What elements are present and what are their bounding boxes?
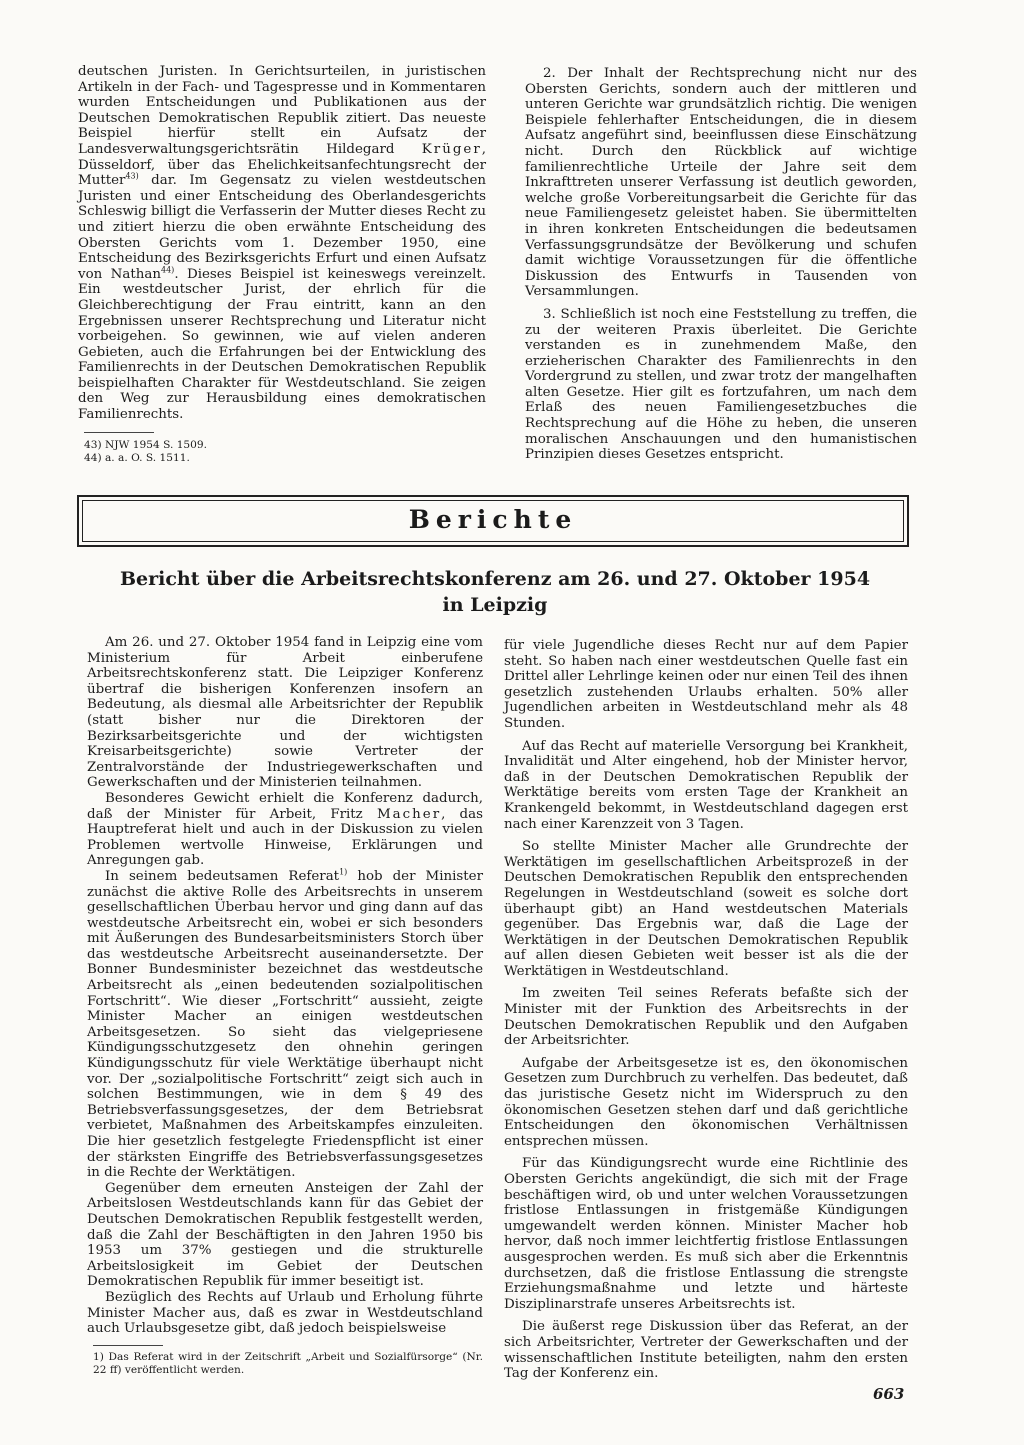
- headline-line: in Leipzig: [442, 594, 548, 616]
- footnote-44: 44) a. a. O. S. 1511.: [84, 451, 190, 464]
- footnote-separator: [84, 432, 154, 433]
- paragraph: In seinem bedeutsamen Referat$^{1)}$ hob der Minister zunächst die aktive Rolle des Arbeitsrechts in unserem gesellschaftlichen Überbau hervor und ging dann auf das westdeutsche Arbeitsrecht ein, wobei er sich besonders mit Äußerungen des Bundesarbeitsministers Storch über das westdeutsche Arbeitsrecht auseinandersetzte. Der Bonner Bundesminister bezeichnet das westdeutsche Arbeitsrecht als „einen bedeutenden sozialpolitischen Fortschritt“. Wie dieser „Fortschritt“ aussieht, zeigte Minister Macher an einigen westdeutschen Arbeitsgesetzen. So sieht das vielgepriesene Kündigungsschutzgesetz den ohnehin geringen Kündigungsschutz für viele Werktätige überhaupt nicht vor. Der „sozialpolitische Fortschritt“ zeigt sich auch in solchen Bestimmungen, wie in dem § 49 des Betriebsverfassungsgesetzes, der dem Betriebsrat verbietet, Maßnahmen des Arbeitskampfes einzuleiten. Die hier gesetzlich festgelegte Friedenspflicht ist einer der stärksten Eingriffe des Betriebsverfassungsgesetzes in die Rechte der Werktätigen.: [87, 867, 484, 1181]
- paragraph: 2. Der Inhalt der Rechtsprechung nicht nur des Obersten Gerichts, sondern auch der mittleren und unteren Gerichte war grundsätzlich richtig. Die wenigen Beispiele fehlerhafter Entscheidungen, die in diesem Aufsatz angeführt sind, beeinflussen diese Einschätzung nicht. Durch den Rückblick auf wichtige familienrechtliche Urteile der Jahre seit dem Inkrafttreten unserer Verfassung ist deutlich geworden, welche große Vorbereitungsarbeit die Gerichte für das neue Familiengesetz geleistet haben. Sie übermittelten in ihren konkreten Entscheidungen die bedeutsamen Verfassungsgrundsätze der Bevölkerung und schufen damit wichtige Voraussetzungen für die öffentliche Diskussion des Entwurfs in Tausenden von Versammlungen.: [525, 66, 917, 300]
- person-name: Macher: [376, 806, 442, 822]
- bottom-right-column: [504, 638, 908, 1382]
- paragraph: 3. Schließlich ist noch eine Feststellung zu treffen, die zu der weiteren Praxis überleitet. Die Gerichte verstanden es in zunehmendem Maße, den erzieherischen Charakter des Familienrechts in den Vordergrund zu stellen, und zwar trotz der mangelhaften alten Gesetze. Hier gilt es fortzufahren, um nach dem Erlaß des neuen Familiengesetzbuches die Rechtsprechung auf die Höhe zu heben, die unseren moralischen Anschauungen und den humanistischen Prinzipien dieses Gesetzes entspricht.: [525, 306, 917, 463]
- bottom-left-column: [87, 635, 483, 1377]
- footnote-separator: [93, 1345, 163, 1346]
- paragraph: Auf das Recht auf materielle Versorgung bei Krankheit, Invalidität und Alter eingehend, hob der Minister hervor, daß in der Deutschen Demokratischen Republik der Werktätige bereits vom ersten Tage der Krankheit an Krankengeld bekommt, in Westdeutschland dagegen erst nach einer Karenzzeit von 3 Tagen.: [504, 738, 908, 832]
- top-right-column: [525, 66, 917, 463]
- footnote-ref: 43): [125, 171, 139, 181]
- section-title: Berichte: [408, 505, 578, 534]
- paragraph: deutschen Juristen. In Gerichtsurteilen, in juristischen Artikeln in der Fach- und Tagespresse und in Kommentaren wurden Entscheidungen und Publikationen aus der Deutschen Demokratischen Republik zitiert. Das neueste Beispiel hierfür stellt ein Aufsatz der Landesverwaltungsgerichtsrätin Hildegard Krüger, Düsseldorf, über das Ehelichkeitsanfechtungsrecht der Mutter$^{43)}$ dar. Im Gegensatz zu vielen westdeutschen Juristen und einer Entscheidung des Oberlandesgerichts Schleswig billigt die Verfasserin der Mutter dieses Recht zu und zitiert hierzu die oben erwähnte Entscheidung des Obersten Gerichts vom 1. Dezember 1950, eine Entscheidung des Bezirksgerichts Erfurt und einen Aufsatz von Nathan$^{44)}$. Dieses Beispiel ist keineswegs vereinzelt. Ein westdeutscher Jurist, der ehrlich für die Gleichberechtigung der Frau eintritt, kann an den Ergebnissen unserer Rechtsprechung und Literatur nicht vorbeigehen. So gewinnen, wie auf vielen anderen Gebieten, auch die Erfahrungen bei der Entwicklung des Familienrechts in der Deutschen Demokratischen Republik beispielhaften Charakter für Westdeutschland. Sie zeigen den Weg zur Herausbildung eines demokratischen Familienrechts.: [78, 64, 486, 423]
- article-headline: [90, 566, 900, 618]
- page-number: 663: [873, 1385, 905, 1403]
- paragraph: Gegenüber dem erneuten Ansteigen der Zahl der Arbeitslosen Westdeutschlands kann für das Gebiet der Deutschen Demokratischen Republik festgestellt werden, daß die Zahl der Beschäftigten in den Jahren 1950 bis 1953 um 37% gestiegen und die strukturelle Arbeitslosigkeit im Gebiet der Deutschen Demokratischen Republik für immer beseitigt ist.: [87, 1180, 483, 1290]
- paragraph: Besonderes Gewicht erhielt die Konferenz dadurch, daß der Minister für Arbeit, Fritz Macher, das Hauptreferat hielt und auch in der Diskussion zu vielen Problemen wertvolle Hinweise, Erklärungen und Anregungen gab.: [87, 790, 483, 869]
- footnote-ref: 1): [339, 867, 348, 877]
- author-name: Krüger: [421, 141, 482, 157]
- paragraph: für viele Jugendliche dieses Recht nur auf dem Papier steht. So haben nach einer westdeutschen Quelle fast ein Drittel aller Lehrlinge keinen oder nur einen Teil des ihnen gesetzlich zustehenden Urlaubs erhalten. 50% aller Jugendlichen arbeiten in Westdeutschland mehr als 48 Stunden.: [504, 638, 908, 731]
- paragraph: Aufgabe der Arbeitsgesetze ist es, den ökonomischen Gesetzen zum Durchbruch zu verhelfen. Das bedeutet, daß das juristische Gesetz nicht im Widerspruch zu den ökonomischen Gesetzen stehen darf und daß gerichtliche Entscheidungen den ökonomischen Verhältnissen entsprechen müssen.: [504, 1055, 908, 1149]
- footnote-ref: 44): [161, 265, 175, 275]
- paragraph: Für das Kündigungsrecht wurde eine Richtlinie des Obersten Gerichts angekündigt, die sich mit der Frage beschäftigen wird, ob und unter welchen Voraussetzungen fristlose Entlassungen in fristgemäße Kündigungen umgewandelt werden können. Minister Macher hob hervor, daß noch immer leichtfertig fristlose Entlassungen ausgesprochen werden. Es muß sich aber die Erkenntnis durchsetzen, daß die fristlose Entlassung die strengste Erziehungsmaßnahme und letzte und härteste Disziplinarstrafe unseres Arbeitsrechts ist.: [504, 1156, 908, 1312]
- footnote-1: 1) Das Referat wird in der Zeitschrift „Arbeit und Sozialfürsorge“ (Nr. 22 ff) veröffentlicht werden.: [93, 1350, 483, 1376]
- top-left-column: [78, 64, 486, 465]
- footnote-43: 43) NJW 1954 S. 1509.: [84, 438, 208, 451]
- paragraph: Die äußerst rege Diskussion über das Referat, an der sich Arbeitsrichter, Vertreter der Gewerkschaften und der wissenschaftlichen Institute beteiligten, nahm den ersten Tag der Konferenz ein.: [504, 1319, 908, 1382]
- paragraph: So stellte Minister Macher alle Grundrechte der Werktätigen im gesellschaftlichen Arbeitsprozeß in der Deutschen Demokratischen Republik den entsprechenden Regelungen in Westdeutschland (soweit es solche dort überhaupt gibt) an Hand westdeutschen Materials gegenüber. Das Ergebnis war, daß die Lage der Werktätigen in der Deutschen Demokratischen Republik auf allen diesen Gebieten weit besser ist als die der Werktätigen in Westdeutschland.: [504, 839, 908, 979]
- headline-line: Bericht über die Arbeitsrechtskonferenz am 26. und 27. Oktober 1954: [119, 568, 871, 590]
- paragraph: Am 26. und 27. Oktober 1954 fand in Leipzig eine vom Ministerium für Arbeit einberufene Arbeitsrechtskonferenz statt. Die Leipziger Konferenz übertraf die bisherigen Konferenzen insofern an Bedeutung, als diesmal alle Arbeitsrichter der Republik (statt bisher nur die Direktoren der Bezirksarbeitsgerichte und der wichtigsten Kreisarbeitsgerichte) sowie Vertreter der Zentralvorstände der Industriegewerkschaften und Gewerkschaften und der Ministerien teilnahmen.: [87, 635, 483, 791]
- paragraph: Bezüglich des Rechts auf Urlaub und Erholung führte Minister Macher aus, daß es zwar in Westdeutschland auch Urlaubsgesetze gibt, daß jedoch beispielsweise: [87, 1289, 483, 1337]
- section-header-box: [77, 495, 909, 547]
- paragraph: Im zweiten Teil seines Referats befaßte sich der Minister mit der Funktion des Arbeitsrechts in der Deutschen Demokratischen Republik und den Aufgaben der Arbeitsrichter.: [504, 986, 908, 1049]
